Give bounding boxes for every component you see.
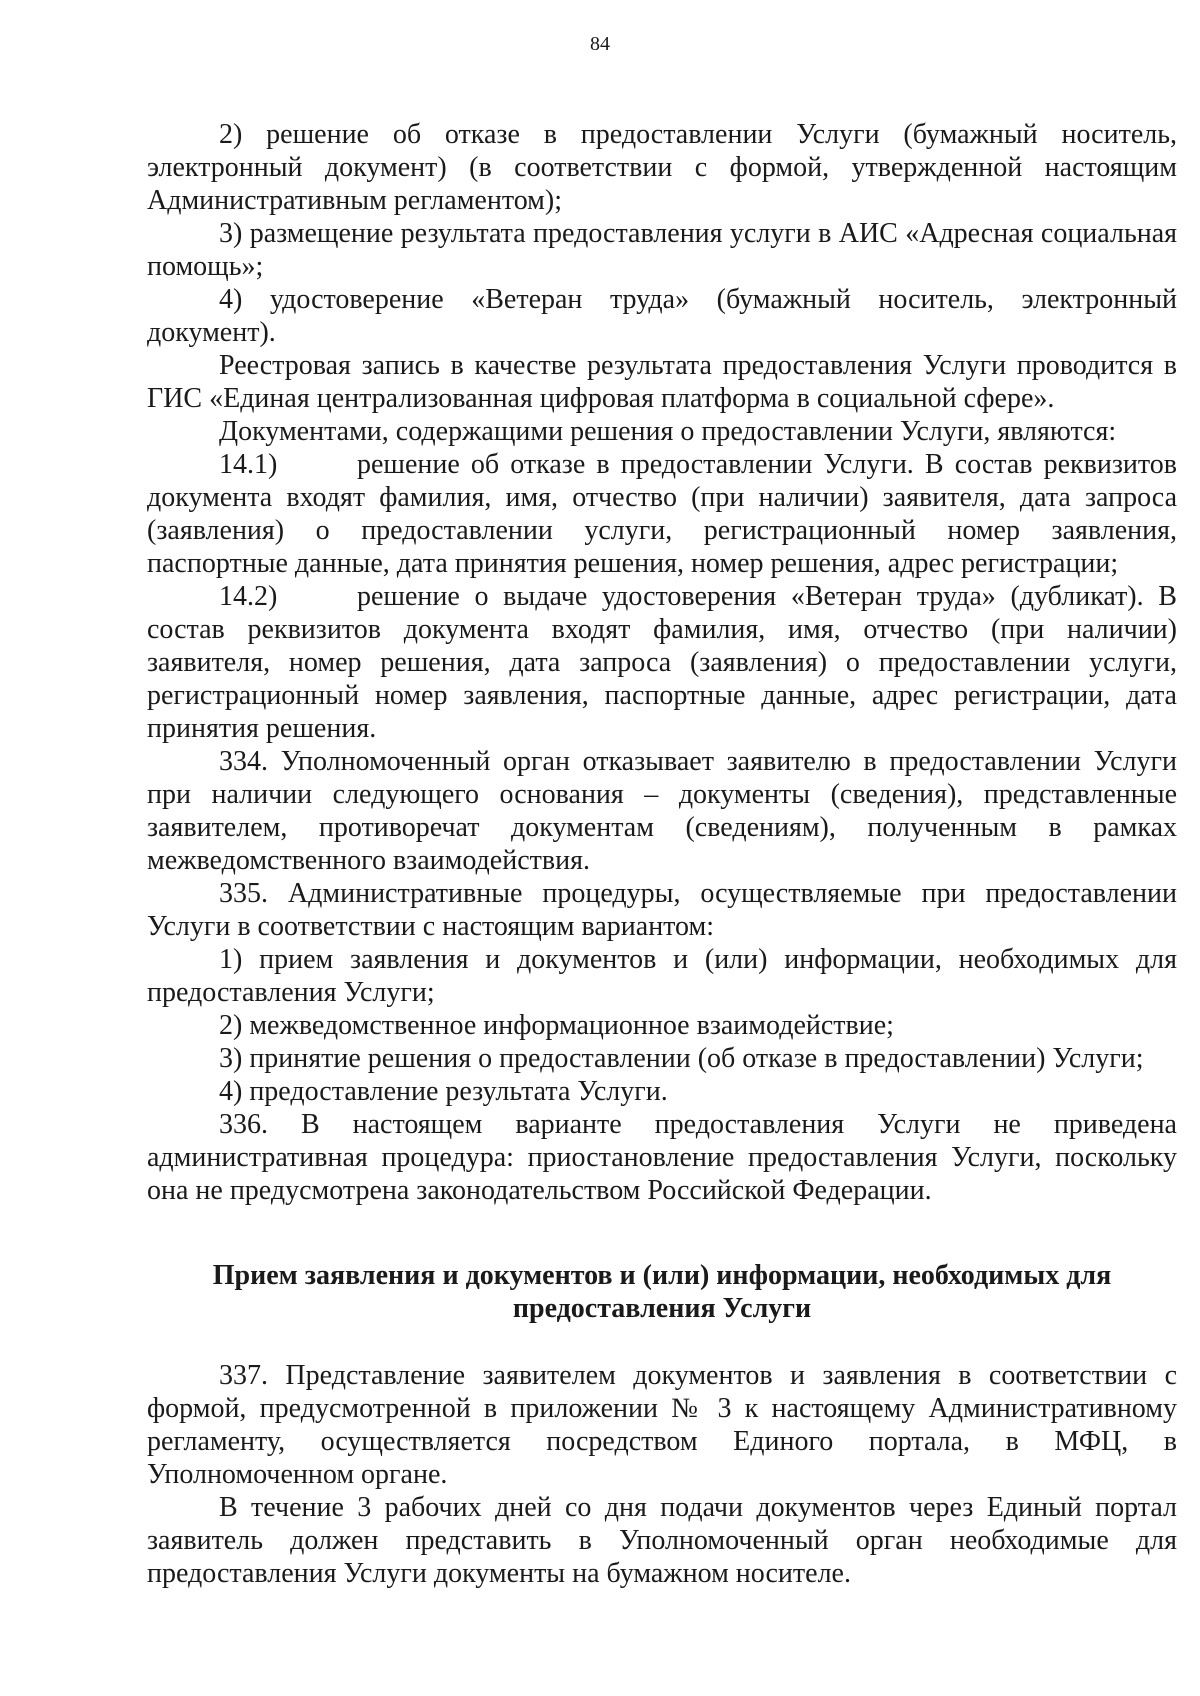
subitem-body: документа входят фамилия, имя, отчество (при наличии) заявителя, дата запроса (заявления) о предоставлении услуги, регистрационный номер заявления, паспортные данные, дата принятия решения, номер решения, адрес регистрации; — [147, 482, 1177, 579]
paragraph-337: 337. Представление заявителем документов и заявления в соответствии с формой, предусмотренной в приложении № 3 к настоящему Административному регламенту, осуществляется посредством Единого портала, в МФЦ, в Уполномоченном органе. — [147, 1360, 1177, 1490]
subitem-body: состав реквизитов документа входят фамилия, имя, отчество (при наличии) заявителя, номер решения, дата запроса (заявления) о предоставлении услуги, регистрационный номер заявления, паспортные данные, адрес регистрации, дата принятия решения. — [147, 614, 1177, 744]
section-heading: Прием заявления и документов и (или) информации, необходимых для предоставления Услуги — [212, 1260, 1112, 1324]
page-number: 84 — [590, 33, 610, 55]
document-body — [147, 118, 1177, 1590]
subitem-first-line: решение об отказе в предоставлении Услуги. В состав реквизитов — [357, 449, 1177, 480]
paragraph-result-4: 4) удостоверение «Ветеран труда» (бумажный носитель, электронный документ). — [147, 284, 1177, 348]
paragraph-registry-record: Реестровая запись в качестве результата предоставления Услуги проводится в ГИС «Единая централизованная цифровая платформа в социальной сфере». — [147, 350, 1177, 414]
procedure-item-3: 3) принятие решения о предоставлении (об отказе в предоставлении) Услуги; — [219, 1043, 1144, 1074]
paragraph-336: 336. В настоящем варианте предоставления Услуги не приведена административная процедура: приостановление предоставления Услуги, поскольку она не предусмотрена законодательством Российской Федерации. — [147, 1109, 1177, 1206]
subitem-14-1 — [147, 448, 1177, 580]
procedure-item-2: 2) межведомственное информационное взаимодействие; — [219, 1010, 894, 1041]
subitem-14-2 — [147, 580, 1177, 745]
subitem-first-line: решение о выдаче удостоверения «Ветеран труда» (дубликат). В — [357, 581, 1177, 612]
paragraph-result-3: 3) размещение результата предоставления услуги в АИС «Адресная социальная помощь»; — [147, 218, 1177, 282]
procedure-item-4: 4) предоставление результата Услуги. — [219, 1076, 668, 1107]
paragraph-334: 334. Уполномоченный орган отказывает заявителю в предоставлении Услуги при наличии следующего основания – документы (сведения), представленные заявителем, противоречат документам (сведениям), полученным в рамках межведомственного взаимодействия. — [147, 746, 1177, 876]
paragraph-decision-documents: Документами, содержащими решения о предоставлении Услуги, являются: — [219, 416, 1117, 447]
procedure-item-1: 1) прием заявления и документов и (или) информации, необходимых для предоставления Услуги; — [147, 944, 1177, 1008]
paragraph-335: 335. Административные процедуры, осуществляемые при предоставлении Услуги в соответствии с настоящим вариантом: — [147, 878, 1177, 942]
subitem-number: 14.2) — [219, 581, 278, 612]
paragraph-result-2: 2) решение об отказе в предоставлении Услуги (бумажный носитель, электронный документ) (в соответствии с формой, утвержденной настоящим Административным регламентом); — [147, 119, 1177, 216]
paragraph-paper-submission: В течение 3 рабочих дней со дня подачи документов через Единый портал заявитель должен представить в Уполномоченный орган необходимые для предоставления Услуги документы на бумажном носителе. — [147, 1492, 1177, 1589]
subitem-number: 14.1) — [219, 449, 278, 480]
